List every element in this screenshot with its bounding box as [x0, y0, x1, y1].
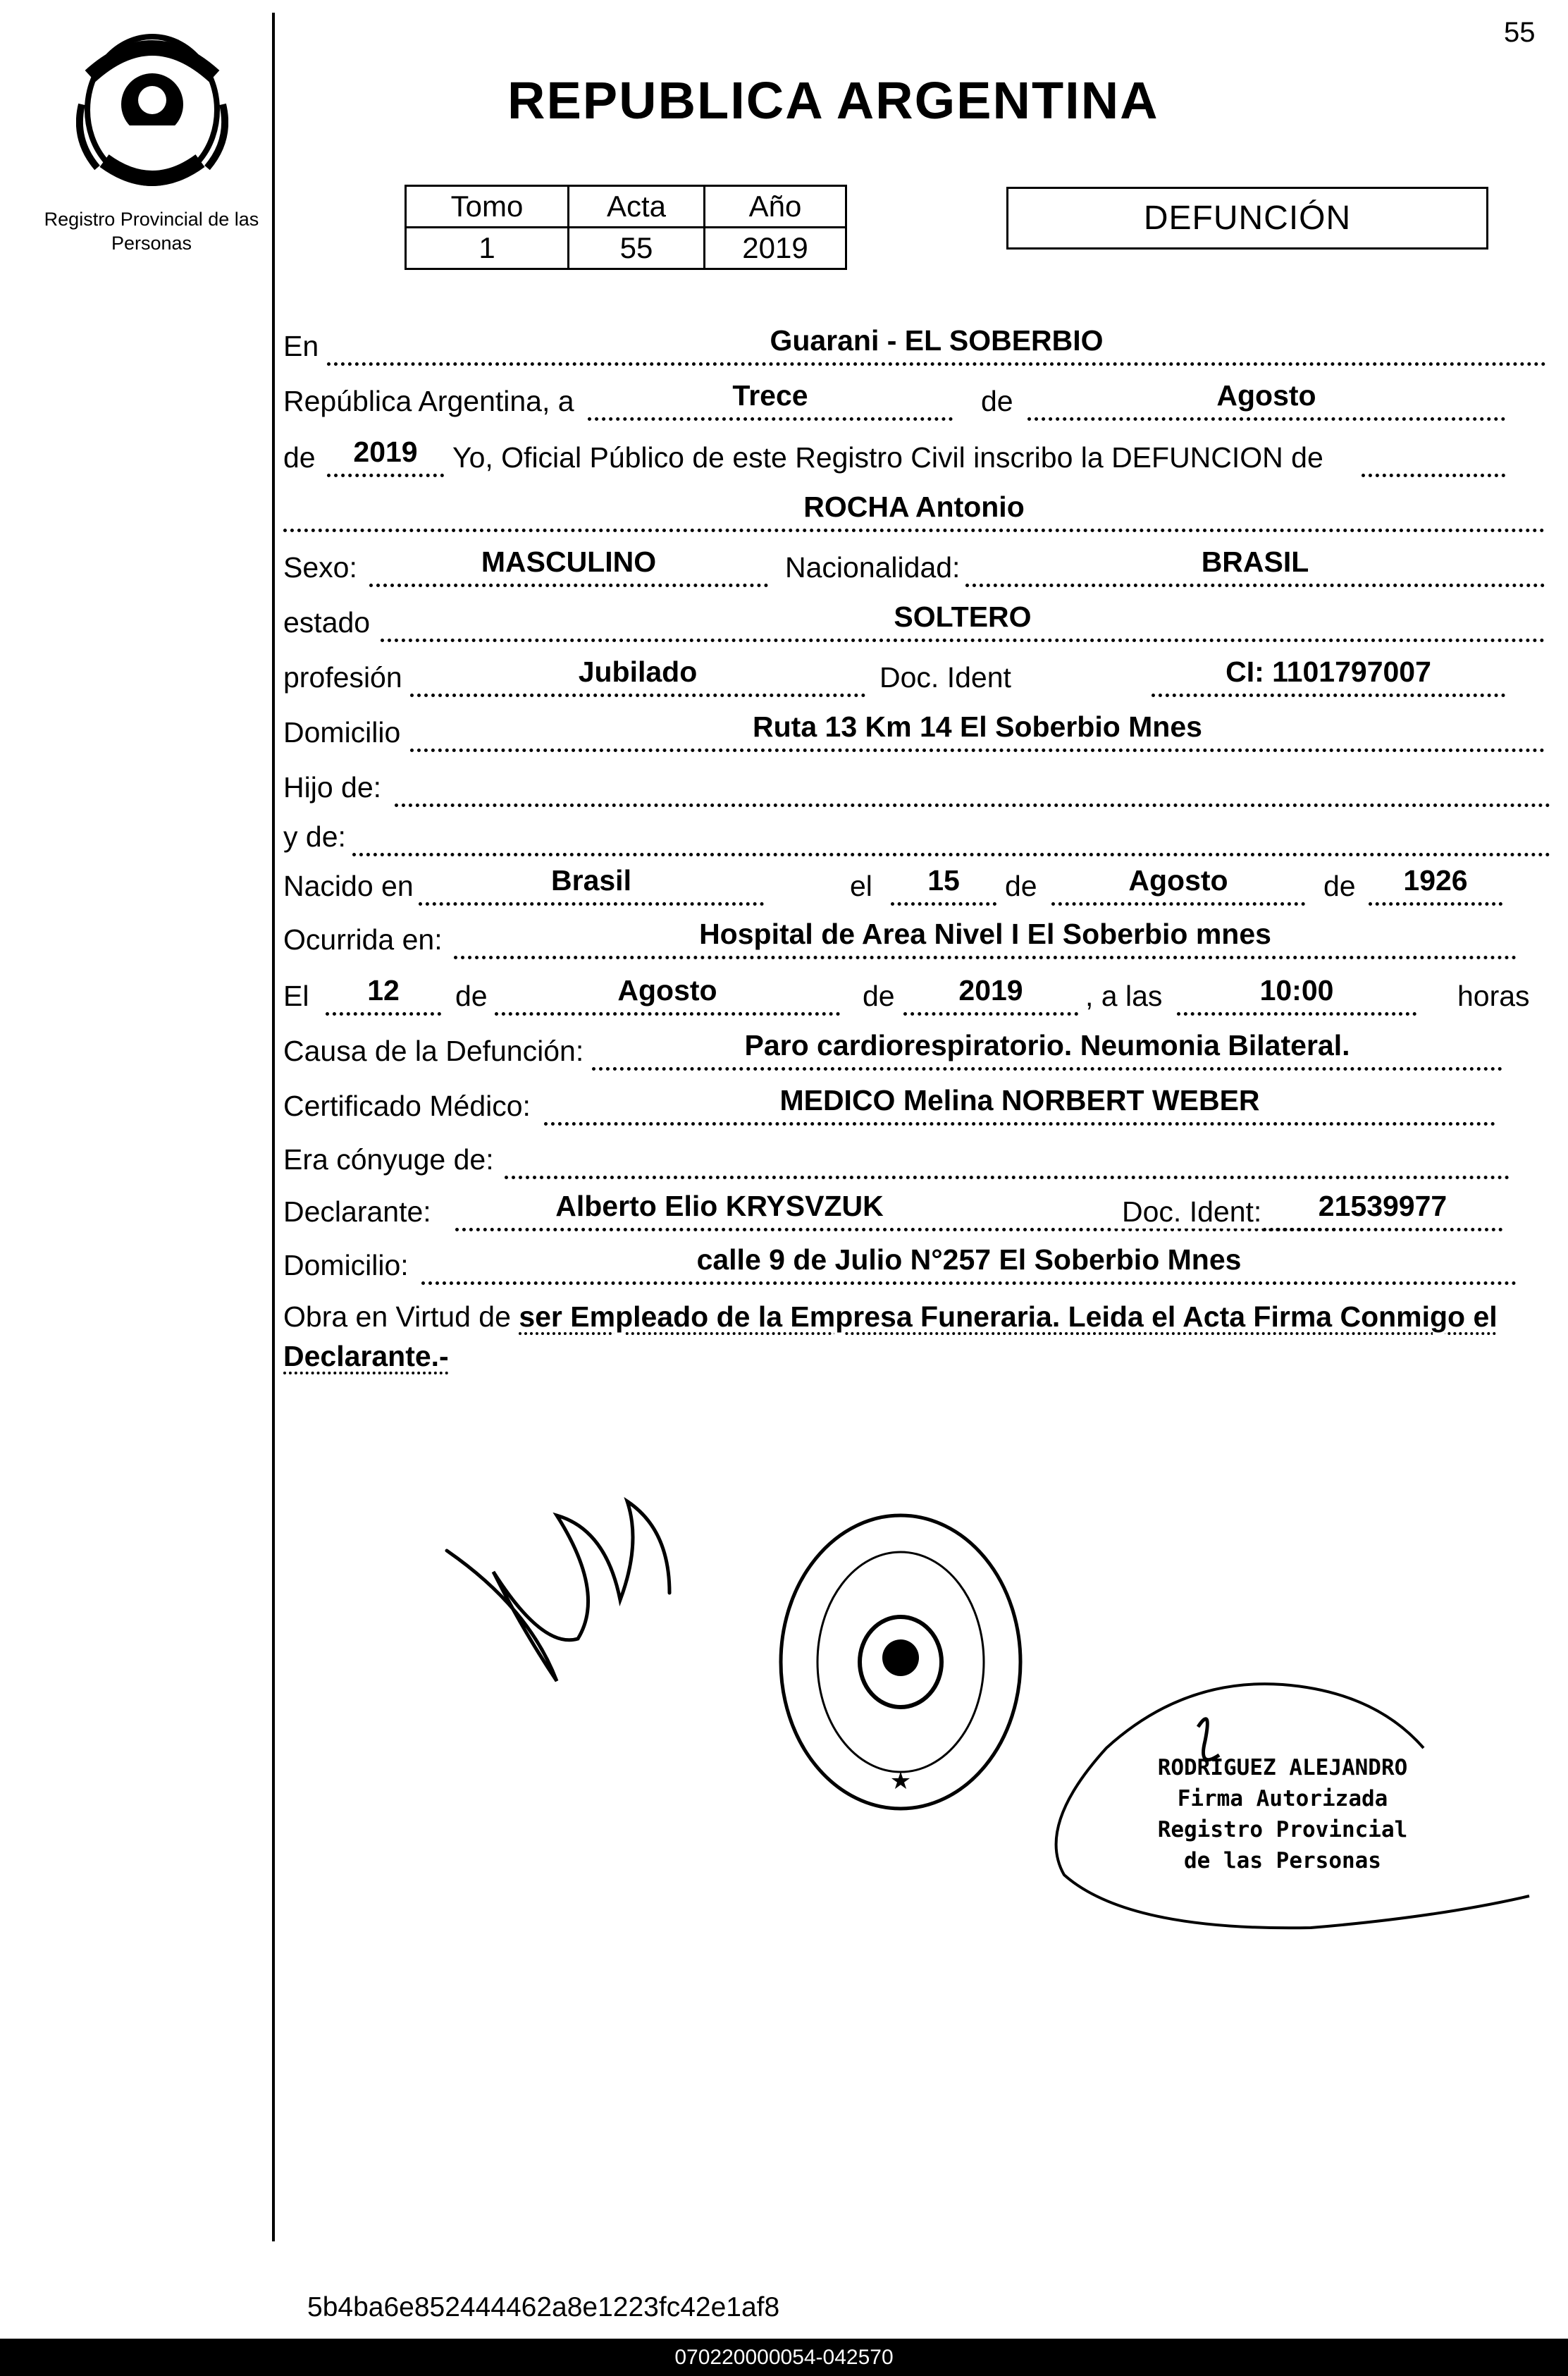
field-mes: Agosto [1027, 379, 1505, 421]
label-el: el [850, 870, 872, 902]
field-fallecido-mes: Agosto [495, 974, 840, 1016]
form-row-fecha [283, 379, 1559, 421]
label-doc-ident: Doc. Ident [879, 661, 1011, 694]
form-row-causa [283, 1029, 1559, 1071]
form-row-nombre [283, 491, 1559, 533]
document-hash: 5b4ba6e852444462a8e1223fc42e1af8 [307, 2292, 780, 2322]
label-certificado: Certificado Médico: [283, 1090, 531, 1122]
label-doc-ident-declarante: Doc. Ident: [1112, 1195, 1271, 1229]
field-lugar: Guarani - EL SOBERBIO [327, 324, 1546, 366]
field-inscribo-blank [1362, 436, 1505, 477]
form-row-estado [283, 601, 1559, 643]
label-de-nacido-mes: de [1005, 870, 1037, 902]
label-nacido-en: Nacido en [283, 870, 414, 902]
label-hijo-de: Hijo de: [283, 771, 382, 804]
svg-text:★: ★ [889, 1767, 912, 1795]
page-title: REPUBLICA ARGENTINA [507, 71, 1159, 130]
field-nacionalidad: BRASIL [965, 546, 1545, 587]
field-declarante-domicilio: calle 9 de Julio N°257 El Soberbio Mnes [421, 1243, 1517, 1285]
label-de-fallecido-anio: de [863, 980, 895, 1012]
label-en: En [283, 330, 319, 362]
label-inscribo: Yo, Oficial Público de este Registro Civil inscribo la DEFUNCION de [452, 441, 1323, 474]
field-nacido-en: Brasil [419, 864, 764, 906]
acta-header: Acta [569, 186, 705, 228]
record-table [405, 185, 847, 270]
form-row-inscribo [283, 436, 1559, 478]
field-hora: 10:00 [1177, 974, 1416, 1016]
field-nacido-mes: Agosto [1051, 864, 1305, 906]
label-profesion: profesión [283, 661, 402, 694]
label-de-fallecido-mes: de [455, 980, 488, 1012]
official-line1: Firma Autorizada [1177, 1786, 1388, 1811]
footer-code: 070220000054-042570 [0, 2339, 1568, 2376]
field-nacido-anio: 1926 [1369, 864, 1502, 906]
form-row-domicilio-declarante [283, 1243, 1559, 1286]
official-stamp-text [1085, 1752, 1480, 1876]
field-sexo: MASCULINO [369, 546, 768, 587]
field-nombre: ROCHA Antonio [283, 491, 1545, 532]
label-de-nacido-anio: de [1323, 870, 1356, 902]
form-row-conyuge [283, 1138, 1559, 1180]
anio-header: Año [705, 186, 846, 228]
label-de-anio: de [283, 441, 316, 474]
form-row-hijo [283, 765, 1559, 808]
field-doc-ident: CI: 1101797007 [1152, 655, 1505, 697]
form-row-en [283, 324, 1559, 367]
form-row-fallecimiento [283, 974, 1559, 1016]
obra-en-virtud [283, 1297, 1545, 1376]
label-sexo: Sexo: [283, 551, 357, 584]
field-dia: Trece [588, 379, 953, 421]
label-nacionalidad: Nacionalidad: [785, 551, 961, 584]
field-conyuge [505, 1138, 1510, 1179]
label-conyuge: Era cónyuge de: [283, 1143, 494, 1176]
label-domicilio: Domicilio [283, 716, 401, 749]
signature-declarante [444, 1487, 684, 1699]
form-row-sexo [283, 546, 1559, 588]
label-ocurrida-en: Ocurrida en: [283, 923, 443, 956]
label-domicilio-declarante: Domicilio: [283, 1249, 409, 1281]
field-declarante: Alberto Elio KRYSVZUK [455, 1190, 1364, 1231]
acta-value: 55 [569, 228, 705, 269]
margin-rule [272, 13, 275, 2241]
form-row-certificado [283, 1084, 1559, 1126]
label-de: de [981, 385, 1013, 417]
tomo-header: Tomo [406, 186, 569, 228]
coat-of-arms-icon [76, 27, 228, 190]
field-causa: Paro cardiorespiratorio. Neumonia Bilateral. [592, 1029, 1502, 1071]
document-type-box: DEFUNCIÓN [1006, 187, 1488, 250]
field-obra-virtud: ser Empleado de la Empresa Funeraria. Leida el Acta Firma Conmigo el Declarante.- [283, 1300, 1498, 1372]
field-domicilio: Ruta 13 Km 14 El Soberbio Mnes [410, 710, 1545, 752]
registry-stamp [774, 1507, 1027, 1817]
form-row-declarante [283, 1190, 1559, 1232]
label-causa: Causa de la Defunción: [283, 1035, 584, 1067]
label-el-cap: El [283, 980, 309, 1012]
official-line3: de las Personas [1184, 1848, 1381, 1873]
form-row-ocurrida [283, 918, 1559, 960]
label-horas: horas [1457, 980, 1530, 1012]
field-fallecido-dia: 12 [326, 974, 441, 1016]
label-a-las: , a las [1085, 980, 1163, 1012]
official-name: RODRIGUEZ ALEJANDRO [1157, 1755, 1408, 1780]
field-anio: 2019 [327, 436, 444, 477]
field-nacido-dia: 15 [891, 864, 996, 906]
registry-name: Registro Provincial de las Personas [44, 209, 259, 254]
field-certificado: MEDICO Melina NORBERT WEBER [544, 1084, 1495, 1126]
official-line2: Registro Provincial [1157, 1817, 1408, 1842]
field-estado: SOLTERO [381, 601, 1545, 642]
field-profesion: Jubilado [410, 655, 865, 697]
anio-value: 2019 [705, 228, 846, 269]
label-y-de: y de: [283, 820, 346, 853]
form-row-nacido [283, 864, 1559, 906]
field-fallecido-anio: 2019 [903, 974, 1078, 1016]
label-republica: República Argentina, a [283, 385, 574, 417]
form-row-y-de [283, 815, 1559, 857]
field-declarante-doc: 21539977 [1263, 1190, 1502, 1231]
label-obra: Obra en Virtud de [283, 1300, 511, 1333]
label-declarante: Declarante: [283, 1195, 431, 1228]
field-hijo-de [395, 765, 1550, 807]
field-ocurrida-en: Hospital de Area Nivel I El Soberbio mnes [454, 918, 1517, 959]
form-row-domicilio [283, 710, 1559, 753]
page-number: 55 [1504, 17, 1536, 48]
label-estado: estado [283, 606, 371, 639]
field-y-de [352, 815, 1550, 856]
form-row-profesion [283, 655, 1559, 698]
tomo-value: 1 [406, 228, 569, 269]
